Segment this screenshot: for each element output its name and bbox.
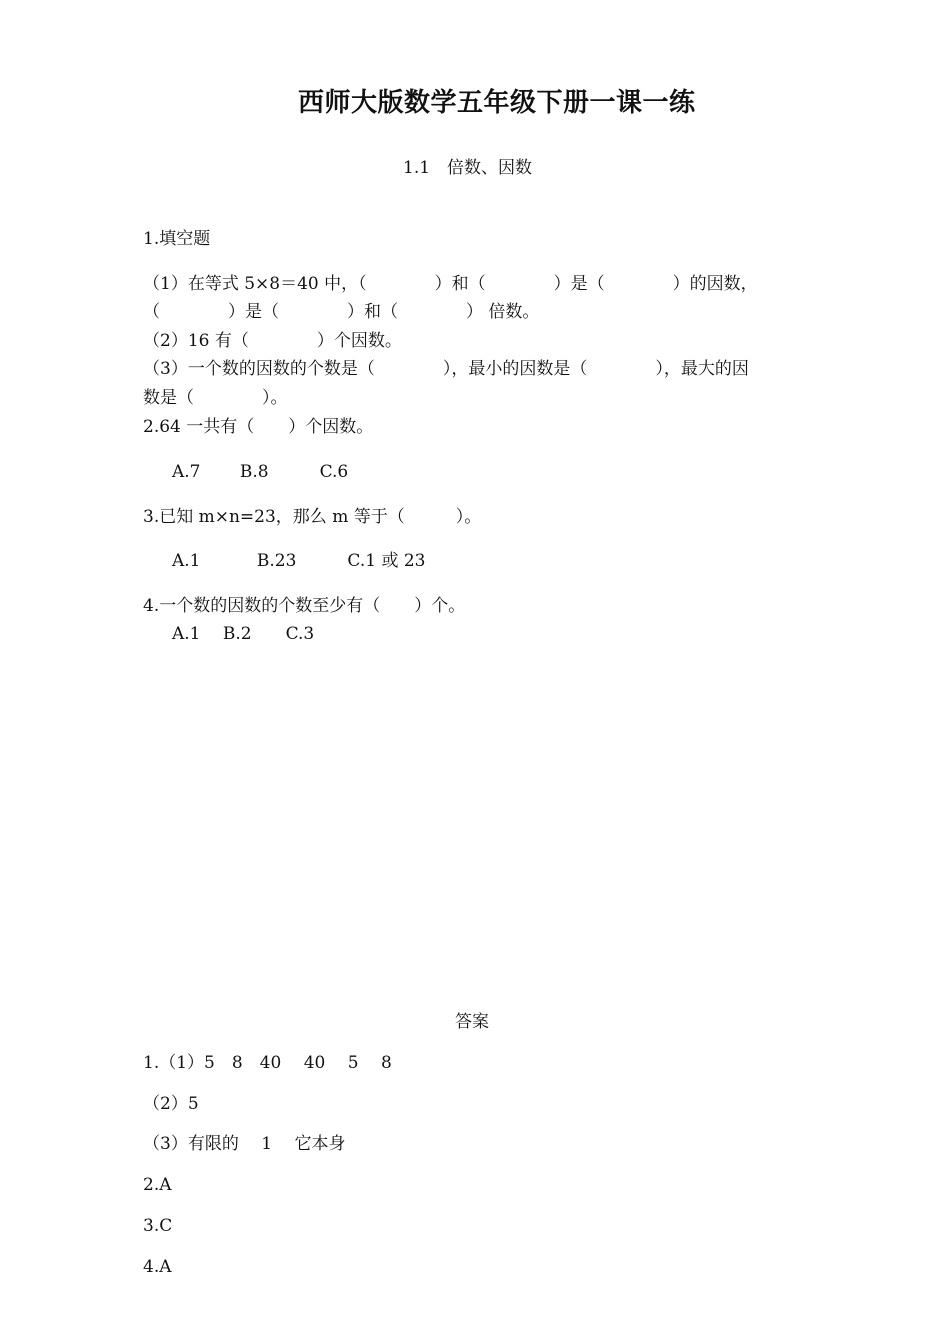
answer-3: 3.C [143,1216,173,1236]
question-1-heading: 1.填空题 [143,229,211,249]
answer-4: 4.A [143,1257,172,1277]
answers-heading: 答案 [455,1012,489,1032]
answer-1-2: （2）5 [143,1094,199,1114]
question-4-options: A.1 B.2 C.3 [172,624,315,644]
question-1-3-line-2: 数是（ ）。 [143,388,288,408]
question-1-3-line-1: （3）一个数的因数的个数是（ ），最小的因数是（ ），最大的因 [143,359,749,379]
section-subtitle: 1.1 倍数、因数 [403,158,533,178]
question-1-1-line-1: （1）在等式 5×8＝40 中，（ ）和（ ）是（ ）的因数， [143,274,758,294]
answer-1-3: （3）有限的 1 它本身 [143,1134,346,1154]
answer-1-1: 1.（1）5 8 40 40 5 8 [143,1053,392,1073]
question-3: 3.已知 m×n=23，那么 m 等于（ ）。 [143,507,482,527]
page-title: 西师大版数学五年级下册一课一练 [298,88,696,118]
question-2: 2.64 一共有（ ）个因数。 [143,417,374,437]
question-1-1-line-2: （ ）是（ ）和（ ） 倍数。 [143,302,540,322]
answer-2: 2.A [143,1175,172,1195]
question-4: 4.一个数的因数的个数至少有（ ）个。 [143,596,466,616]
question-3-options: A.1 B.23 C.1 或 23 [172,551,426,571]
question-2-options: A.7 B.8 C.6 [172,462,349,482]
question-1-2: （2）16 有（ ）个因数。 [143,331,402,351]
